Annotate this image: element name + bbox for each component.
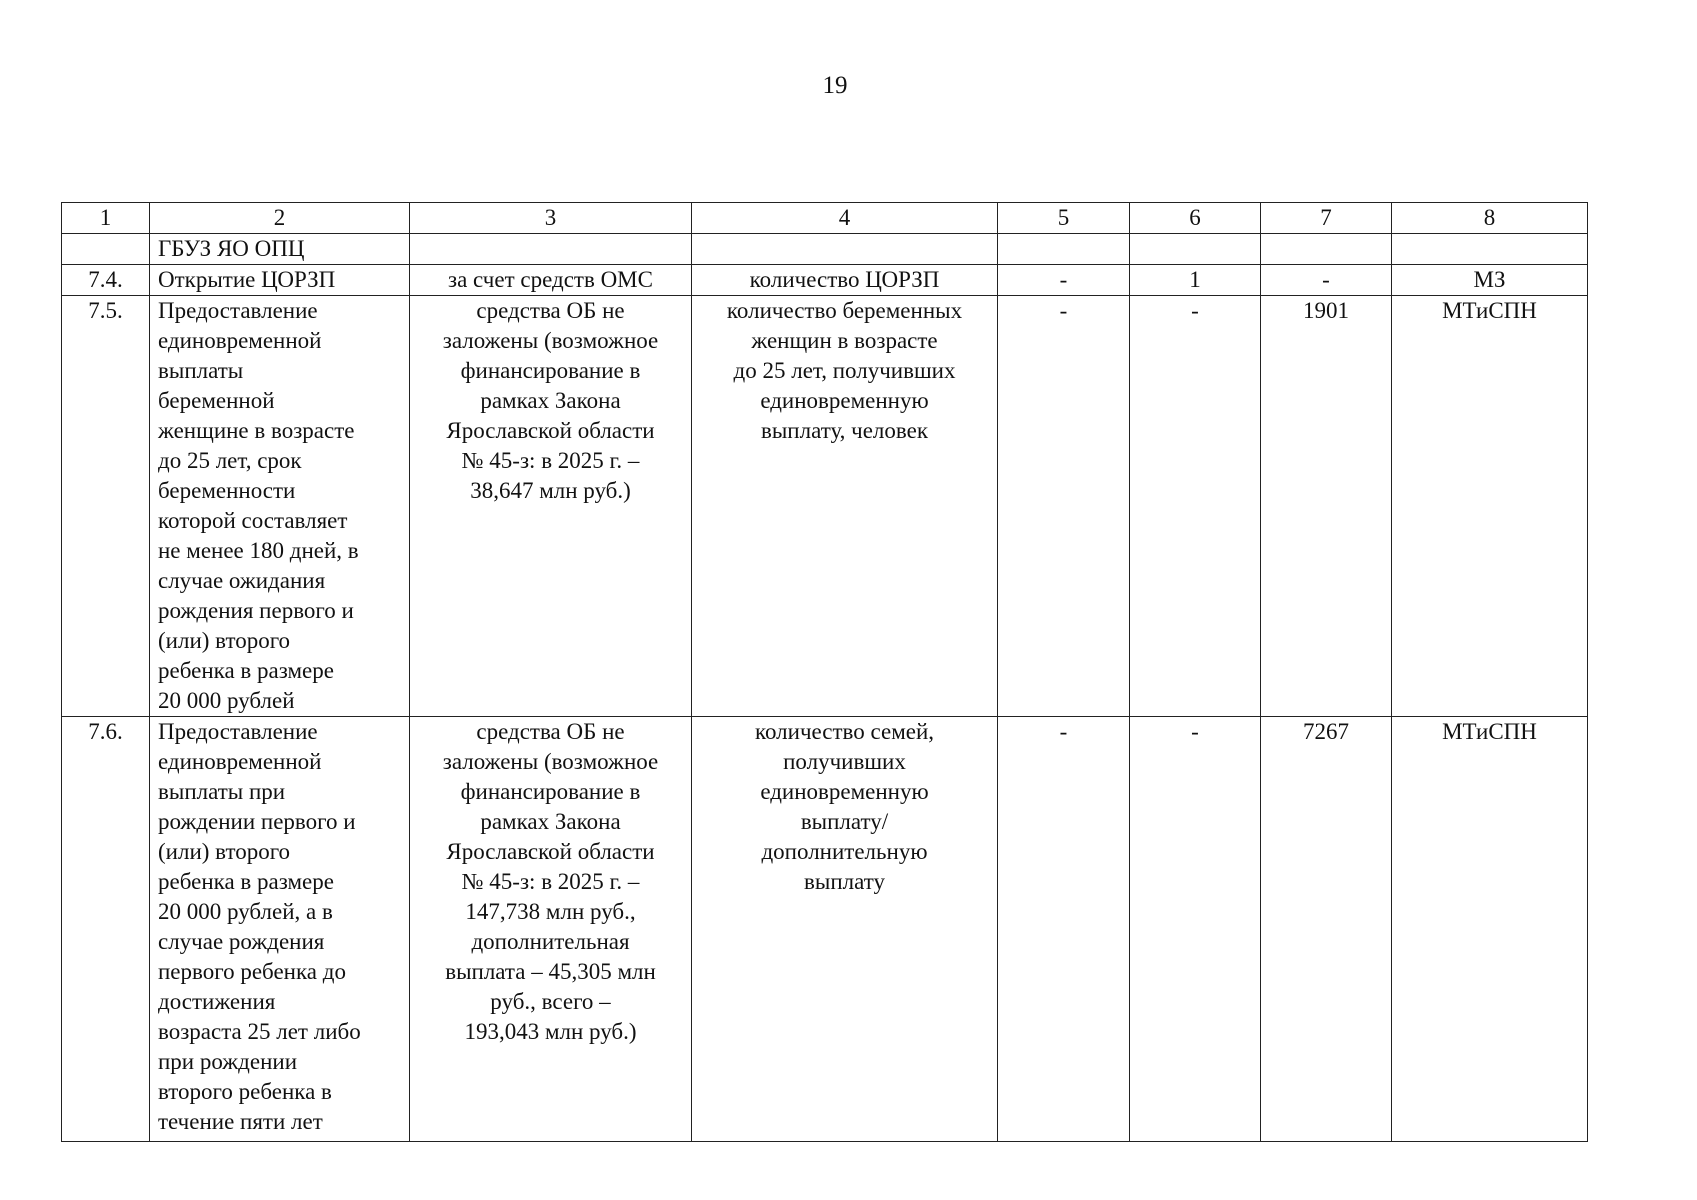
funding-cell: средства ОБ не заложены (возможное финансирование в рамках Закона Ярославской области № 45-з: в 2025 г. – 147,738 млн руб., дополнительная выплата – 45,305 млн руб., всего – 193,043 млн руб.)	[410, 717, 692, 1142]
indicator-cell: количество семей, получивших единовременную выплату/ дополнительную выплату	[692, 717, 998, 1142]
funding-cell: за счет средств ОМС	[410, 265, 692, 296]
column-number-cell: 5	[998, 203, 1130, 234]
value-cell	[1130, 234, 1261, 265]
value-cell: -	[1261, 265, 1392, 296]
column-number-row	[62, 203, 1588, 234]
row-number-cell	[62, 234, 150, 265]
event-cell: Предоставление единовременной выплаты беременной женщине в возрасте до 25 лет, срок беременности которой составляет не менее 180 дней, в случае ожидания рождения первого и (или) второго ребенка в размере 20 000 рублей	[150, 296, 410, 717]
table-row	[62, 296, 1588, 717]
indicator-cell: количество ЦОРЗП	[692, 265, 998, 296]
measures-table	[61, 202, 1588, 1142]
value-cell: 1901	[1261, 296, 1392, 717]
indicator-cell	[692, 234, 998, 265]
table-row	[62, 265, 1588, 296]
page-number: 19	[822, 72, 848, 99]
value-cell	[998, 234, 1130, 265]
executor-cell	[1392, 234, 1588, 265]
column-number-cell: 1	[62, 203, 150, 234]
column-number-cell: 2	[150, 203, 410, 234]
value-cell: -	[1130, 296, 1261, 717]
value-cell: -	[1130, 717, 1261, 1142]
indicator-cell: количество беременных женщин в возрасте до 25 лет, получивших единовременную выплату, человек	[692, 296, 998, 717]
value-cell: -	[998, 717, 1130, 1142]
row-number-cell: 7.5.	[62, 296, 150, 717]
funding-cell	[410, 234, 692, 265]
executor-cell: МТиСПН	[1392, 717, 1588, 1142]
column-number-cell: 6	[1130, 203, 1261, 234]
funding-cell: средства ОБ не заложены (возможное финансирование в рамках Закона Ярославской области № 45-з: в 2025 г. – 38,647 млн руб.)	[410, 296, 692, 717]
event-cell: ГБУЗ ЯО ОПЦ	[150, 234, 410, 265]
value-cell: -	[998, 265, 1130, 296]
row-number-cell: 7.4.	[62, 265, 150, 296]
row-number-cell: 7.6.	[62, 717, 150, 1142]
value-cell: 7267	[1261, 717, 1392, 1142]
column-number-cell: 7	[1261, 203, 1392, 234]
column-number-cell: 8	[1392, 203, 1588, 234]
event-cell: Предоставление единовременной выплаты при рождении первого и (или) второго ребенка в размере 20 000 рублей, а в случае рождения первого ребенка до достижения возраста 25 лет либо при рождении второго ребенка в течение пяти лет	[150, 717, 410, 1142]
executor-cell: МЗ	[1392, 265, 1588, 296]
value-cell: 1	[1130, 265, 1261, 296]
column-number-cell: 3	[410, 203, 692, 234]
executor-cell: МТиСПН	[1392, 296, 1588, 717]
column-number-cell: 4	[692, 203, 998, 234]
value-cell	[1261, 234, 1392, 265]
value-cell: -	[998, 296, 1130, 717]
continuation-row	[62, 234, 1588, 265]
table-row	[62, 717, 1588, 1142]
event-cell: Открытие ЦОРЗП	[150, 265, 410, 296]
